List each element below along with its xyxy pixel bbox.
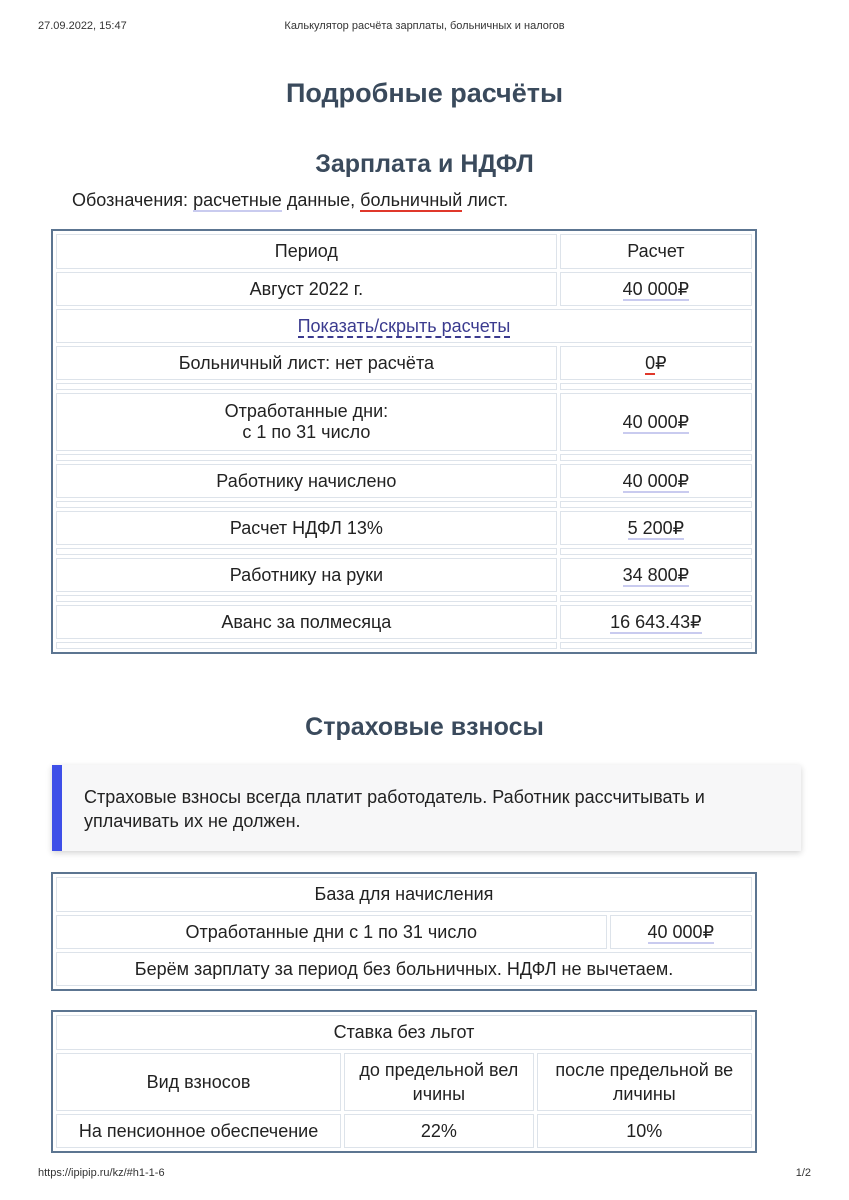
ruble-icon: ₽ <box>677 411 690 432</box>
rates-title: Ставка без льгот <box>56 1015 752 1050</box>
insurance-note: Страховые взносы всегда платит работодатель. Работник рассчитывать и уплачивать их не должен. <box>52 765 801 851</box>
table-row <box>56 1053 752 1111</box>
worked-value-cell <box>560 393 752 451</box>
print-title: Калькулятор расчёта зарплаты, больничных и налогов <box>284 20 565 32</box>
table-row <box>56 952 752 986</box>
ndfl-value: 5 200₽ <box>627 517 685 538</box>
net-value: 34 800₽ <box>622 564 690 585</box>
legend-calculated-word: расчетные <box>193 190 282 210</box>
rates-row1-label: На пенсионное обеспечение <box>56 1114 341 1148</box>
net-label: Работнику на руки <box>56 558 557 592</box>
advance-value: 16 643.43₽ <box>610 611 702 632</box>
rates-row1-before: 22% <box>344 1114 534 1148</box>
month-label: Август 2022 г. <box>56 272 557 306</box>
ndfl-value-cell <box>560 511 752 545</box>
ruble-icon: ₽ <box>690 611 702 632</box>
rates-col-before: до предельной вел ичины <box>344 1053 534 1111</box>
page-title: Подробные расчёты <box>285 78 564 108</box>
salary-heading: Зарплата и НДФЛ <box>315 150 534 178</box>
accrued-value: 40 000₽ <box>622 470 690 491</box>
legend-sick-word: больничный <box>360 190 463 210</box>
worked-label: Отработанные дни: с 1 по 31 число <box>56 393 557 451</box>
table-row <box>56 877 752 912</box>
print-header <box>38 20 811 36</box>
table-row <box>56 234 752 269</box>
accrued-value-cell <box>560 464 752 498</box>
table-row <box>56 272 752 306</box>
table-row <box>56 511 752 545</box>
toggle-calculations-link[interactable]: Показать/скрыть расчеты <box>297 315 511 336</box>
insurance-heading: Страховые взносы <box>305 713 544 741</box>
rates-col-after: после предельной ве личины <box>537 1053 752 1111</box>
table-row <box>56 915 752 949</box>
ruble-icon: ₽ <box>677 278 690 299</box>
month-value: 40 000₽ <box>622 278 690 299</box>
sick-value-cell <box>560 346 752 380</box>
accrued-label: Работнику начислено <box>56 464 557 498</box>
base-value: 40 000₽ <box>647 921 715 942</box>
table-row <box>56 1015 752 1050</box>
sick-label: Больничный лист: нет расчёта <box>56 346 557 380</box>
page-number: 1/2 <box>795 1167 811 1179</box>
table-row <box>56 464 752 498</box>
rates-col-type: Вид взносов <box>56 1053 341 1111</box>
legend <box>72 190 508 211</box>
print-footer <box>38 1167 811 1183</box>
net-value-cell <box>560 558 752 592</box>
table-row <box>56 393 752 451</box>
legend-middle: данные, <box>281 190 361 210</box>
base-value-cell <box>610 915 752 949</box>
legend-suffix: лист. <box>462 190 509 210</box>
table-row <box>56 605 752 639</box>
ruble-icon: ₽ <box>672 517 685 538</box>
ndfl-label: Расчет НДФЛ 13% <box>56 511 557 545</box>
worked-value: 40 000₽ <box>622 411 690 432</box>
rates-row1-after: 10% <box>537 1114 752 1148</box>
table-row <box>56 558 752 592</box>
print-date: 27.09.2022, 15:47 <box>38 20 127 32</box>
legend-prefix: Обозначения: <box>72 190 194 210</box>
table-row <box>56 309 752 343</box>
toggle-cell <box>56 309 752 343</box>
advance-label: Аванс за полмесяца <box>56 605 557 639</box>
base-title: База для начисления <box>56 877 752 912</box>
header-calc: Расчет <box>560 234 752 269</box>
base-row-label: Отработанные дни с 1 по 31 число <box>56 915 607 949</box>
base-footnote: Берём зарплату за период без больничных. НДФЛ не вычетаем. <box>56 952 752 986</box>
base-table <box>51 872 757 991</box>
advance-value-cell <box>560 605 752 639</box>
ruble-icon: ₽ <box>655 352 667 373</box>
month-value-cell <box>560 272 752 306</box>
table-row <box>56 346 752 380</box>
table-row <box>56 1114 752 1148</box>
ruble-icon: ₽ <box>702 921 715 942</box>
sick-value: 0₽ <box>645 352 667 373</box>
ruble-icon: ₽ <box>677 470 690 491</box>
print-url: https://ipipip.ru/kz/#h1-1-6 <box>38 1167 165 1179</box>
header-period: Период <box>56 234 557 269</box>
salary-table <box>51 229 757 654</box>
rates-table <box>51 1010 757 1153</box>
ruble-icon: ₽ <box>677 564 690 585</box>
